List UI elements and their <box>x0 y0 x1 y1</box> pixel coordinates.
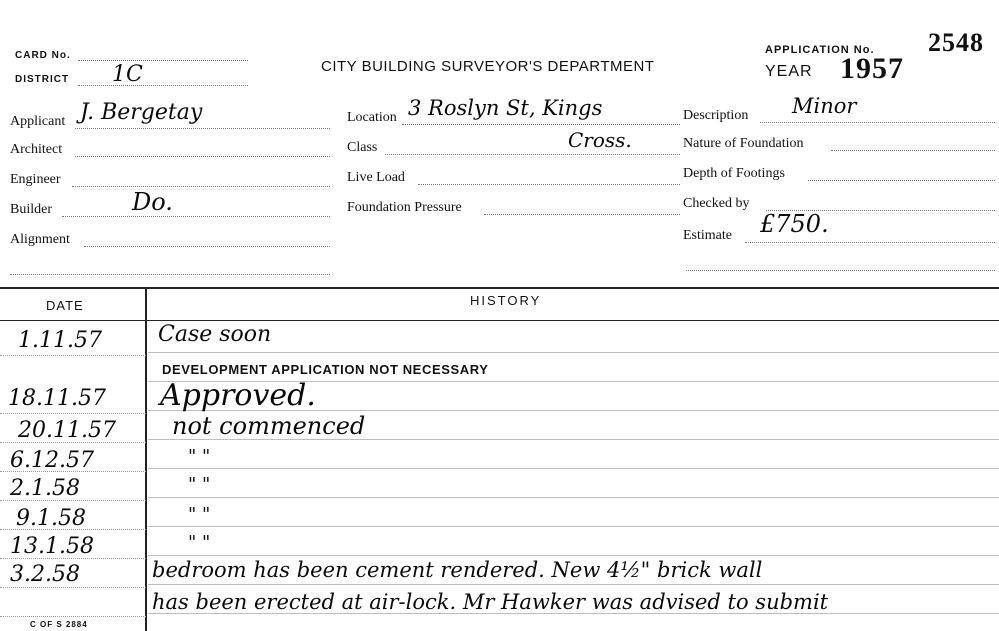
entry-date: 20.11.57 <box>18 418 116 443</box>
entry-date: 13.1.58 <box>10 534 94 559</box>
year-label: YEAR <box>765 63 813 80</box>
nature-of-foundation-line <box>831 150 995 151</box>
location-line <box>402 124 680 125</box>
date-rule <box>0 587 146 588</box>
date-header: DATE <box>46 298 84 313</box>
entry-text: " " <box>188 532 211 553</box>
builder-value: Do. <box>132 188 173 216</box>
history-rule <box>148 497 999 498</box>
history-header: HISTORY <box>470 293 542 308</box>
entry-text: bedroom has been cement rendered. New 4½" brick wall <box>152 558 763 582</box>
card-no-label: CARD No. <box>15 50 71 61</box>
builder-line <box>62 216 330 217</box>
department-title: CITY BUILDING SURVEYOR'S DEPARTMENT <box>321 58 655 75</box>
description-line <box>760 122 995 123</box>
application-no-value: 2548 <box>928 28 984 57</box>
applicant-line <box>75 128 330 129</box>
live-load-label: Live Load <box>347 170 405 185</box>
history-rule <box>148 352 999 353</box>
entry-text: " " <box>188 504 211 525</box>
description-value: Minor <box>792 94 857 118</box>
date-rule <box>0 413 146 414</box>
development-stamp: DEVELOPMENT APPLICATION NOT NECESSARY <box>162 362 489 377</box>
district-value: 1C <box>112 62 143 87</box>
class-value: Cross. <box>568 128 632 152</box>
history-rule <box>148 526 999 527</box>
foundation-pressure-line <box>484 214 680 215</box>
year-value: 1957 <box>840 52 904 85</box>
depth-of-footings-line <box>808 180 995 181</box>
blank-line-right <box>686 270 995 271</box>
history-top-rule <box>0 287 999 289</box>
entry-text: not commenced <box>172 412 366 440</box>
entry-date: 1.11.57 <box>18 328 102 353</box>
card-no-line <box>78 60 248 61</box>
alignment-line <box>84 246 330 247</box>
entry-date: 9.1.58 <box>16 506 86 531</box>
alignment-label: Alignment <box>10 232 70 247</box>
history-rule <box>148 468 999 469</box>
architect-line <box>75 156 330 157</box>
engineer-label: Engineer <box>10 172 61 187</box>
depth-of-footings-label: Depth of Footings <box>683 166 785 181</box>
live-load-line <box>418 184 680 185</box>
entry-text: " " <box>188 474 211 495</box>
class-line <box>385 154 680 155</box>
history-rule <box>148 555 999 556</box>
location-label: Location <box>347 110 397 125</box>
district-line <box>78 85 248 86</box>
architect-label: Architect <box>10 142 63 157</box>
foundation-pressure-label: Foundation Pressure <box>347 200 462 215</box>
nature-of-foundation-label: Nature of Foundation <box>683 136 804 151</box>
form-code: C OF S 2884 <box>30 620 88 629</box>
class-label: Class <box>347 140 378 155</box>
history-header-rule <box>0 320 999 321</box>
date-rule <box>0 616 146 617</box>
estimate-line <box>745 242 995 243</box>
date-rule <box>0 355 146 356</box>
estimate-label: Estimate <box>683 228 732 243</box>
entry-date: 2.1.58 <box>10 476 80 501</box>
applicant-label: Applicant <box>10 114 66 129</box>
entry-date: 18.11.57 <box>8 386 106 411</box>
district-label: DISTRICT <box>15 74 70 85</box>
entry-date: 6.12.57 <box>10 448 94 473</box>
blank-line-left <box>10 274 330 275</box>
engineer-line <box>72 186 330 187</box>
checked-by-label: Checked by <box>683 196 750 211</box>
estimate-value: £750. <box>760 210 829 238</box>
description-label: Description <box>683 108 749 123</box>
builder-label: Builder <box>10 202 52 217</box>
entry-text: Approved. <box>160 378 316 413</box>
date-column-divider <box>145 288 147 631</box>
entry-date: 3.2.58 <box>10 562 80 587</box>
applicant-value: J. Bergetay <box>80 100 203 125</box>
entry-text: " " <box>188 446 211 467</box>
application-no-label: APPLICATION No. <box>765 44 875 56</box>
entry-text: has been erected at air-lock. Mr Hawker was advised to submit <box>152 590 829 614</box>
entry-text: Case soon <box>158 322 272 347</box>
history-rule <box>148 584 999 585</box>
location-value: 3 Roslyn St, Kings <box>408 96 603 120</box>
